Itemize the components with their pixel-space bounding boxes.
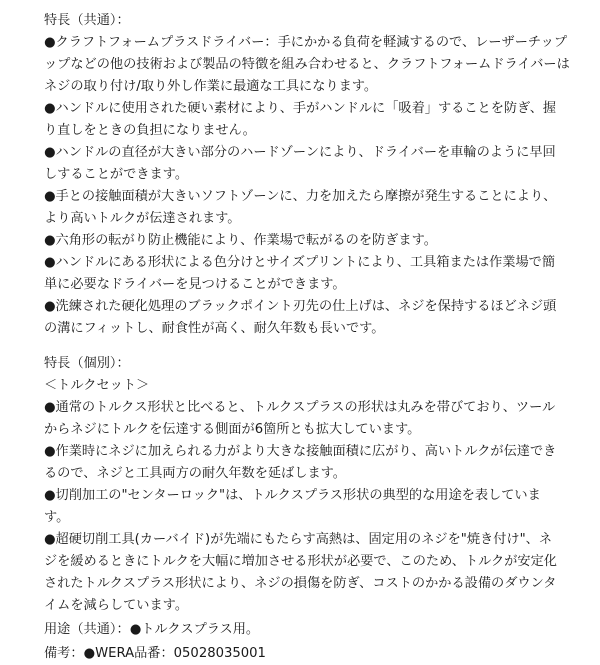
section-divider-space xyxy=(44,340,594,353)
text-line: ●超硬切削工具(カーバイド)が先端にもたらす高熱は、固定用のネジを"焼き付け"、ネ xyxy=(44,532,553,547)
text-line: ●通常のトルクス形状と比べると、トルクスプラスの形状は丸みを帯びており、ツール xyxy=(44,400,556,415)
text-line: ●六角形の転がり防止機能により、作業場で転がるのを防ぎます。 xyxy=(44,233,437,248)
text-line: ップなどの他の技術および製品の特徴を組み合わせると、クラフトフォームドライバーは xyxy=(44,57,570,72)
common-feature-item-6 xyxy=(44,252,594,296)
text-line: の溝にフィットし、耐食性が高く、耐久年数も長いです。 xyxy=(44,321,385,336)
text-line: より高いトルクが伝達されます。 xyxy=(44,211,241,226)
text-line: しすることができます。 xyxy=(44,167,189,182)
text-line: イムを減らしています。 xyxy=(44,598,189,613)
individual-features-subheading: ＜トルクセット＞ xyxy=(44,378,150,393)
common-feature-item-2 xyxy=(44,98,594,142)
product-description xyxy=(44,10,594,665)
individual-feature-item-1 xyxy=(44,397,594,441)
text-line: ●作業時にネジに加えられる力がより大きな接触面積に広がり、高いトルクが伝達でき xyxy=(44,444,557,459)
text-line: ネジの取り付け/取り外し作業に最適な工具になります。 xyxy=(44,79,378,94)
text-line: からネジにトルクを伝達する側面が6箇所とも拡大しています。 xyxy=(44,422,421,437)
text-line: ●洗練された硬化処理のブラックポイント刃先の仕上げは、ネジを保持するほどネジ頭 xyxy=(44,299,557,314)
text-line: されたトルクスプラス形状により、ネジの損傷を防ぎ、コストのかかる設備のダウンタ xyxy=(44,576,557,591)
text-line: ●手との接触面積が大きいソフトゾーンに、力を加えたら摩擦が発生することにより、 xyxy=(44,189,557,204)
common-feature-item-1 xyxy=(44,32,594,98)
text-line: ●ハンドルの直径が大きい部分のハードゾーンにより、ドライバーを車輪のように早回 xyxy=(44,145,556,160)
text-line: ●切削加工の"センターロック"は、トルクスプラス形状の典型的な用途を表していま xyxy=(44,488,541,503)
common-feature-item-4 xyxy=(44,186,594,230)
text-line: るので、ネジと工具両方の耐久年数を延ばします。 xyxy=(44,466,346,481)
text-line: ●ハンドルに使用された硬い素材により、手がハンドルに「吸着」することを防ぎ、握 xyxy=(44,101,557,116)
text-line: ジを緩めるときにトルクを大幅に増加させる形状が必要で、このため、トルクが安定化 xyxy=(44,554,557,569)
common-feature-item-5 xyxy=(44,230,594,252)
text-line: り直しをときの負担になりません。 xyxy=(44,123,256,138)
usage-line: 用途（共通）：●トルクスプラス用。 xyxy=(44,622,260,637)
individual-feature-item-4 xyxy=(44,529,594,617)
remarks-line: 備考：●WERA品番：05028035001 xyxy=(44,646,266,661)
common-feature-item-7 xyxy=(44,296,594,340)
individual-feature-item-2 xyxy=(44,441,594,485)
individual-features-heading: 特長（個別）： xyxy=(44,356,130,371)
text-line: ●ハンドルにある形状による色分けとサイズプリントにより、工具箱または作業場で簡 xyxy=(44,255,556,270)
common-feature-item-3 xyxy=(44,142,594,186)
individual-feature-item-3 xyxy=(44,485,594,529)
common-features-heading: 特長（共通）： xyxy=(44,13,130,28)
text-line: 単に必要なドライバーを見つけることができます。 xyxy=(44,277,346,292)
text-line: ●クラフトフォームプラスドライバー：手にかかる負荷を軽減するので、レーザーチップ xyxy=(44,35,568,50)
text-line: す。 xyxy=(44,510,70,525)
